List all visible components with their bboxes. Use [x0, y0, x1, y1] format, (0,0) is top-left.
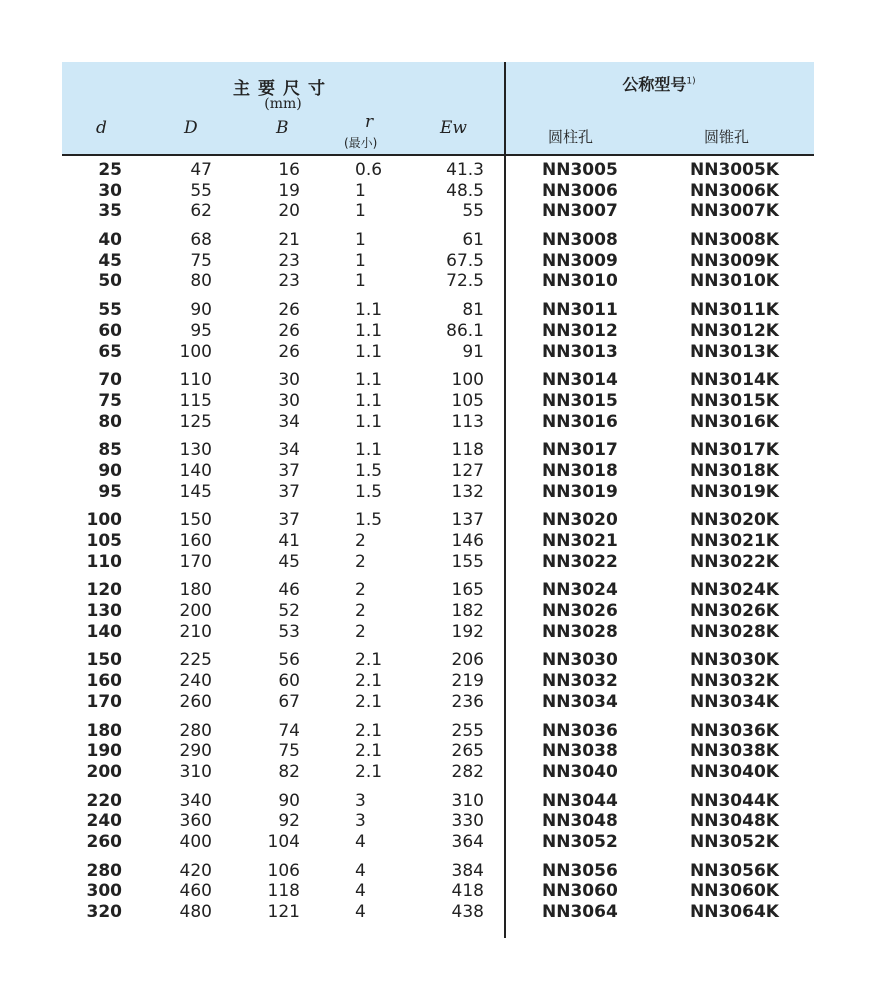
cell-r: 1.1 — [355, 440, 383, 461]
cell-cylindrical-designation: NN3008 — [542, 230, 618, 251]
cell-Ew: 72.5 — [446, 271, 484, 292]
cell-d: 110 — [86, 551, 122, 572]
table-row — [62, 762, 814, 783]
cell-cylindrical-designation: NN3026 — [542, 601, 618, 622]
table-row — [62, 391, 814, 412]
cell-tapered-designation: NN3032K — [690, 671, 779, 692]
cell-r: 1.1 — [355, 370, 383, 391]
table-row — [62, 552, 814, 573]
cell-Ew: 206 — [451, 650, 484, 671]
cell-Ew: 41.3 — [446, 160, 484, 180]
cell-D: 150 — [179, 510, 212, 531]
cell-D: 340 — [179, 790, 212, 811]
cell-Ew: 282 — [451, 761, 484, 782]
cell-d: 140 — [86, 621, 122, 642]
cell-d: 180 — [86, 720, 122, 741]
cell-B: 121 — [267, 902, 300, 922]
cell-tapered-designation: NN3044K — [690, 790, 779, 811]
cell-r: 2 — [355, 601, 366, 622]
cell-cylindrical-designation: NN3038 — [542, 741, 618, 762]
cell-d: 105 — [86, 531, 122, 551]
cell-D: 62 — [190, 201, 212, 222]
cell-Ew: 86.1 — [446, 320, 484, 341]
cell-D: 310 — [179, 761, 212, 782]
row-group — [62, 650, 814, 712]
table-header — [62, 62, 814, 156]
cell-Ew: 48.5 — [446, 180, 484, 201]
cell-d: 190 — [86, 741, 122, 762]
row-group — [62, 370, 814, 432]
cell-D: 80 — [190, 271, 212, 292]
cell-Ew: 61 — [462, 230, 484, 251]
cell-d: 260 — [86, 831, 122, 852]
cell-r: 1.1 — [355, 341, 383, 362]
table-row — [62, 671, 814, 692]
cell-d: 35 — [98, 201, 122, 222]
cell-tapered-designation: NN3016K — [690, 411, 779, 432]
cell-B: 23 — [278, 271, 300, 292]
cell-r: 1.1 — [355, 300, 383, 321]
table-row — [62, 370, 814, 391]
cell-Ew: 118 — [451, 440, 484, 461]
table-body — [62, 160, 814, 931]
cell-tapered-designation: NN3028K — [690, 621, 779, 642]
cell-D: 115 — [179, 390, 212, 411]
cell-B: 53 — [278, 621, 300, 642]
cell-D: 110 — [179, 370, 212, 391]
cell-Ew: 100 — [451, 370, 484, 391]
cell-Ew: 192 — [451, 621, 484, 642]
cell-B: 60 — [278, 671, 300, 692]
cell-Ew: 113 — [451, 411, 484, 432]
table-row — [62, 412, 814, 433]
col-r-subheader: (最小) — [344, 136, 378, 150]
cell-r: 1 — [355, 230, 366, 251]
cell-Ew: 105 — [451, 390, 484, 411]
cell-d: 45 — [98, 250, 122, 271]
table-row — [62, 721, 814, 742]
cell-cylindrical-designation: NN3044 — [542, 790, 618, 811]
cell-cylindrical-designation: NN3030 — [542, 650, 618, 671]
cell-tapered-designation: NN3040K — [690, 761, 779, 782]
table-row — [62, 881, 814, 902]
cell-D: 225 — [179, 650, 212, 671]
cell-cylindrical-designation: NN3019 — [542, 481, 618, 502]
cell-r: 2 — [355, 580, 366, 601]
cell-d: 100 — [86, 510, 122, 531]
cell-B: 34 — [278, 440, 300, 461]
cell-B: 46 — [278, 580, 300, 601]
cell-D: 260 — [179, 691, 212, 712]
table-row — [62, 181, 814, 202]
table-row — [62, 650, 814, 671]
cell-cylindrical-designation: NN3028 — [542, 621, 618, 642]
unit-label: (mm) — [264, 96, 302, 112]
cell-cylindrical-designation: NN3017 — [542, 440, 618, 461]
cell-D: 400 — [179, 831, 212, 852]
table-row — [62, 791, 814, 812]
cell-B: 21 — [278, 230, 300, 251]
cell-Ew: 55 — [462, 201, 484, 222]
table-row — [62, 861, 814, 882]
cell-d: 120 — [86, 580, 122, 601]
cell-tapered-designation: NN3021K — [690, 531, 779, 551]
row-group — [62, 721, 814, 783]
cell-r: 2.1 — [355, 720, 383, 741]
table-row — [62, 271, 814, 292]
cell-Ew: 91 — [462, 341, 484, 362]
col-B-header: B — [276, 118, 289, 138]
cell-B: 82 — [278, 761, 300, 782]
cell-d: 320 — [86, 902, 122, 922]
cell-tapered-designation: NN3024K — [690, 580, 779, 601]
cell-r: 1 — [355, 271, 366, 292]
cell-r: 2 — [355, 531, 366, 551]
cell-D: 95 — [190, 320, 212, 341]
cell-r: 0.6 — [355, 160, 383, 180]
cell-d: 25 — [98, 160, 122, 180]
cell-Ew: 127 — [451, 460, 484, 481]
cell-d: 55 — [98, 300, 122, 321]
cell-r: 2.1 — [355, 761, 383, 782]
cell-cylindrical-designation: NN3018 — [542, 460, 618, 481]
table-row — [62, 832, 814, 853]
cell-D: 75 — [190, 250, 212, 271]
cell-d: 60 — [98, 320, 122, 341]
col-r-header: r — [365, 112, 374, 132]
cell-cylindrical-designation: NN3014 — [542, 370, 618, 391]
cell-tapered-designation: NN3020K — [690, 510, 779, 531]
cell-Ew: 255 — [451, 720, 484, 741]
cell-B: 92 — [278, 811, 300, 832]
cell-Ew: 67.5 — [446, 250, 484, 271]
tapered-bore-header: 圆锥孔 — [704, 128, 750, 146]
cell-D: 90 — [190, 300, 212, 321]
cell-r: 1.1 — [355, 390, 383, 411]
cell-r: 1 — [355, 201, 366, 222]
cell-cylindrical-designation: NN3020 — [542, 510, 618, 531]
cell-cylindrical-designation: NN3016 — [542, 411, 618, 432]
table-row — [62, 902, 814, 923]
cell-B: 20 — [278, 201, 300, 222]
cell-r: 4 — [355, 860, 366, 881]
cell-Ew: 81 — [462, 300, 484, 321]
cell-d: 170 — [86, 691, 122, 712]
cell-r: 2.1 — [355, 671, 383, 692]
table-row — [62, 692, 814, 713]
cell-D: 180 — [179, 580, 212, 601]
cell-D: 280 — [179, 720, 212, 741]
cell-cylindrical-designation: NN3015 — [542, 390, 618, 411]
cell-d: 150 — [86, 650, 122, 671]
cell-Ew: 155 — [451, 551, 484, 572]
table-row — [62, 321, 814, 342]
cell-d: 90 — [98, 460, 122, 481]
cell-B: 45 — [278, 551, 300, 572]
cell-cylindrical-designation: NN3013 — [542, 341, 618, 362]
cell-cylindrical-designation: NN3056 — [542, 860, 618, 881]
cell-tapered-designation: NN3011K — [690, 300, 779, 321]
cell-tapered-designation: NN3026K — [690, 601, 779, 622]
cell-B: 37 — [278, 460, 300, 481]
cell-tapered-designation: NN3019K — [690, 481, 779, 502]
cell-d: 130 — [86, 601, 122, 622]
cell-d: 65 — [98, 341, 122, 362]
col-d-header: d — [96, 118, 107, 138]
cell-tapered-designation: NN3052K — [690, 831, 779, 852]
cell-cylindrical-designation: NN3021 — [542, 531, 618, 551]
cell-tapered-designation: NN3009K — [690, 250, 779, 271]
cell-tapered-designation: NN3064K — [690, 902, 779, 922]
cell-r: 3 — [355, 811, 366, 832]
cell-cylindrical-designation: NN3005 — [542, 160, 618, 180]
cell-cylindrical-designation: NN3022 — [542, 551, 618, 572]
cell-d: 40 — [98, 230, 122, 251]
cell-D: 125 — [179, 411, 212, 432]
cell-tapered-designation: NN3036K — [690, 720, 779, 741]
table-row — [62, 580, 814, 601]
table-row — [62, 482, 814, 503]
cell-cylindrical-designation: NN3048 — [542, 811, 618, 832]
cell-Ew: 236 — [451, 691, 484, 712]
table-row — [62, 300, 814, 321]
cell-B: 16 — [278, 160, 300, 180]
cell-cylindrical-designation: NN3036 — [542, 720, 618, 741]
cell-Ew: 182 — [451, 601, 484, 622]
cell-cylindrical-designation: NN3064 — [542, 902, 618, 922]
cell-tapered-designation: NN3014K — [690, 370, 779, 391]
cell-d: 300 — [86, 881, 122, 902]
cell-Ew: 418 — [451, 881, 484, 902]
cylindrical-bore-header: 圆柱孔 — [548, 128, 594, 146]
cell-tapered-designation: NN3008K — [690, 230, 779, 251]
cell-B: 37 — [278, 510, 300, 531]
cell-D: 55 — [190, 180, 212, 201]
cell-tapered-designation: NN3018K — [690, 460, 779, 481]
cell-Ew: 265 — [451, 741, 484, 762]
cell-B: 37 — [278, 481, 300, 502]
cell-D: 290 — [179, 741, 212, 762]
cell-Ew: 330 — [451, 811, 484, 832]
cell-r: 4 — [355, 881, 366, 902]
cell-tapered-designation: NN3006K — [690, 180, 779, 201]
cell-tapered-designation: NN3005K — [690, 160, 779, 180]
row-group — [62, 861, 814, 923]
cell-B: 118 — [267, 881, 300, 902]
cell-Ew: 438 — [451, 902, 484, 922]
row-group — [62, 230, 814, 292]
cell-B: 30 — [278, 390, 300, 411]
cell-D: 170 — [179, 551, 212, 572]
table-row — [62, 230, 814, 251]
cell-B: 67 — [278, 691, 300, 712]
cell-r: 4 — [355, 831, 366, 852]
cell-Ew: 137 — [451, 510, 484, 531]
cell-cylindrical-designation: NN3007 — [542, 201, 618, 222]
cell-tapered-designation: NN3013K — [690, 341, 779, 362]
table-row — [62, 531, 814, 552]
cell-r: 1 — [355, 250, 366, 271]
cell-tapered-designation: NN3010K — [690, 271, 779, 292]
cell-cylindrical-designation: NN3011 — [542, 300, 618, 321]
cell-r: 1.5 — [355, 481, 383, 502]
cell-B: 52 — [278, 601, 300, 622]
cell-r: 1.5 — [355, 460, 383, 481]
cell-d: 85 — [98, 440, 122, 461]
row-group — [62, 300, 814, 362]
table-row — [62, 741, 814, 762]
cell-D: 460 — [179, 881, 212, 902]
cell-cylindrical-designation: NN3032 — [542, 671, 618, 692]
cell-B: 56 — [278, 650, 300, 671]
cell-cylindrical-designation: NN3040 — [542, 761, 618, 782]
cell-Ew: 384 — [451, 860, 484, 881]
table-row — [62, 510, 814, 531]
cell-D: 210 — [179, 621, 212, 642]
cell-B: 104 — [267, 831, 300, 852]
cell-D: 480 — [179, 902, 212, 922]
cell-tapered-designation: NN3017K — [690, 440, 779, 461]
cell-r: 2 — [355, 621, 366, 642]
cell-D: 160 — [179, 531, 212, 551]
cell-d: 200 — [86, 761, 122, 782]
cell-D: 140 — [179, 460, 212, 481]
cell-d: 75 — [98, 390, 122, 411]
table-row — [62, 622, 814, 643]
cell-D: 360 — [179, 811, 212, 832]
cell-cylindrical-designation: NN3009 — [542, 250, 618, 271]
cell-tapered-designation: NN3022K — [690, 551, 779, 572]
cell-B: 23 — [278, 250, 300, 271]
cell-B: 34 — [278, 411, 300, 432]
cell-tapered-designation: NN3012K — [690, 320, 779, 341]
cell-d: 95 — [98, 481, 122, 502]
cell-B: 90 — [278, 790, 300, 811]
cell-r: 2.1 — [355, 650, 383, 671]
cell-tapered-designation: NN3038K — [690, 741, 779, 762]
designation-footnote: 1) — [686, 76, 696, 87]
table-row — [62, 160, 814, 181]
cell-B: 74 — [278, 720, 300, 741]
cell-cylindrical-designation: NN3060 — [542, 881, 618, 902]
cell-r: 3 — [355, 790, 366, 811]
cell-D: 240 — [179, 671, 212, 692]
cell-cylindrical-designation: NN3024 — [542, 580, 618, 601]
cell-B: 19 — [278, 180, 300, 201]
cell-r: 1 — [355, 180, 366, 201]
cell-cylindrical-designation: NN3034 — [542, 691, 618, 712]
cell-B: 26 — [278, 341, 300, 362]
cell-tapered-designation: NN3060K — [690, 881, 779, 902]
cell-tapered-designation: NN3056K — [690, 860, 779, 881]
cell-d: 70 — [98, 370, 122, 391]
cell-D: 420 — [179, 860, 212, 881]
cell-r: 1.1 — [355, 320, 383, 341]
cell-B: 41 — [278, 531, 300, 551]
table-row — [62, 342, 814, 363]
cell-D: 200 — [179, 601, 212, 622]
cell-Ew: 146 — [451, 531, 484, 551]
cell-r: 2.1 — [355, 691, 383, 712]
cell-d: 220 — [86, 790, 122, 811]
row-group — [62, 580, 814, 642]
col-D-header: D — [184, 118, 198, 138]
cell-cylindrical-designation: NN3006 — [542, 180, 618, 201]
cell-tapered-designation: NN3030K — [690, 650, 779, 671]
cell-Ew: 165 — [451, 580, 484, 601]
table-row — [62, 440, 814, 461]
table-row — [62, 601, 814, 622]
cell-r: 1.1 — [355, 411, 383, 432]
table-row — [62, 461, 814, 482]
cell-d: 80 — [98, 411, 122, 432]
cell-r: 4 — [355, 902, 366, 922]
cell-Ew: 310 — [451, 790, 484, 811]
row-group — [62, 160, 814, 222]
row-group — [62, 440, 814, 502]
cell-B: 26 — [278, 300, 300, 321]
designation-label: 公称型号 — [622, 75, 687, 94]
cell-d: 50 — [98, 271, 122, 292]
cell-D: 47 — [190, 160, 212, 180]
cell-d: 30 — [98, 180, 122, 201]
cell-B: 26 — [278, 320, 300, 341]
cell-d: 240 — [86, 811, 122, 832]
cell-cylindrical-designation: NN3010 — [542, 271, 618, 292]
cell-Ew: 219 — [451, 671, 484, 692]
cell-Ew: 132 — [451, 481, 484, 502]
row-group — [62, 791, 814, 853]
table-row — [62, 201, 814, 222]
cell-r: 2.1 — [355, 741, 383, 762]
cell-D: 145 — [179, 481, 212, 502]
cell-cylindrical-designation: NN3012 — [542, 320, 618, 341]
cell-d: 160 — [86, 671, 122, 692]
cell-r: 2 — [355, 551, 366, 572]
bearing-table — [62, 62, 814, 156]
cell-d: 280 — [86, 860, 122, 881]
designation-heading — [504, 72, 814, 95]
cell-tapered-designation: NN3007K — [690, 201, 779, 222]
cell-tapered-designation: NN3015K — [690, 390, 779, 411]
cell-r: 1.5 — [355, 510, 383, 531]
cell-D: 130 — [179, 440, 212, 461]
cell-D: 68 — [190, 230, 212, 251]
table-row — [62, 251, 814, 272]
col-Ew-header: Ew — [440, 118, 467, 138]
main-dimensions-heading: 主要尺寸 — [233, 79, 333, 99]
cell-B: 75 — [278, 741, 300, 762]
cell-B: 30 — [278, 370, 300, 391]
cell-B: 106 — [267, 860, 300, 881]
cell-cylindrical-designation: NN3052 — [542, 831, 618, 852]
table-row — [62, 811, 814, 832]
cell-tapered-designation: NN3034K — [690, 691, 779, 712]
cell-Ew: 364 — [451, 831, 484, 852]
cell-D: 100 — [179, 341, 212, 362]
cell-tapered-designation: NN3048K — [690, 811, 779, 832]
row-group — [62, 510, 814, 572]
